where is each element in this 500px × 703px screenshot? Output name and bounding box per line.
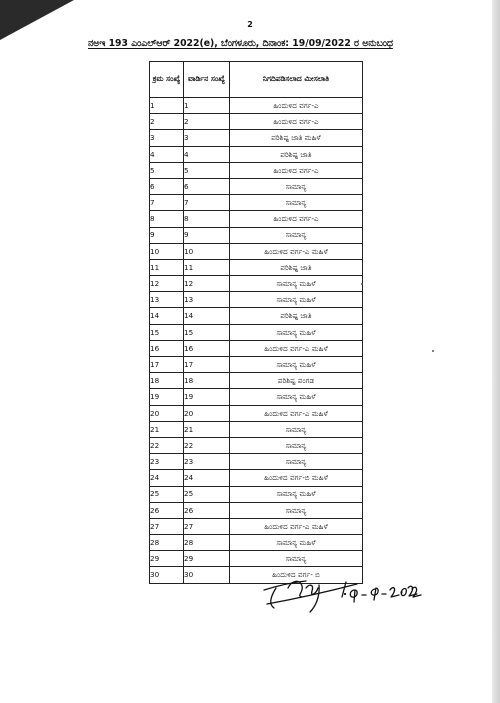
ward-number-cell: 12 xyxy=(184,276,230,292)
reservation-cell: ಹಿಂದುಳಿದ ವರ್ಗ-ಎ xyxy=(230,114,363,130)
document-header: ನಅಇ 193 ಎಂಎಲ್ಆರ್ 2022(e), ಬೆಂಗಳೂರು, ದಿನಾಂಕ: 19/09/2022 ರ ಅನುಬಂಧ xyxy=(88,38,393,49)
ward-number-cell: 7 xyxy=(184,195,230,211)
serial-number-cell: 16 xyxy=(150,340,184,356)
table-row xyxy=(150,178,363,194)
table-row xyxy=(150,98,363,114)
ward-number-cell: 21 xyxy=(184,421,230,437)
table-row xyxy=(150,518,363,534)
reservation-cell: ಹಿಂದುಳಿದ ವರ್ಗ- ಬಿ xyxy=(230,567,363,583)
table-row xyxy=(150,551,363,567)
reservation-table xyxy=(149,61,363,584)
serial-number-cell: 11 xyxy=(150,259,184,275)
reservation-cell: ಹಿಂದುಳಿದ ವರ್ಗ-ಎ xyxy=(230,211,363,227)
table-row xyxy=(150,373,363,389)
serial-number-cell: 10 xyxy=(150,243,184,259)
column-header-reservation: ನಿಗದಿಪಡಿಸಲಾದ ಮೀಸಲಾತಿ xyxy=(230,62,363,98)
serial-number-cell: 19 xyxy=(150,389,184,405)
table-row xyxy=(150,470,363,486)
table-row xyxy=(150,162,363,178)
ward-number-cell: 10 xyxy=(184,243,230,259)
reservation-cell: ಸಾಮಾನ್ಯ ಮಹಿಳೆ xyxy=(230,486,363,502)
serial-number-cell: 4 xyxy=(150,146,184,162)
reservation-cell: ಹಿಂದುಳಿದ ವರ್ಗ-ಎ ಮಹಿಳೆ xyxy=(230,243,363,259)
reservation-cell: ಹಿಂದುಳಿದ ವರ್ಗ-ಎ ಮಹಿಳೆ xyxy=(230,340,363,356)
serial-number-cell: 3 xyxy=(150,130,184,146)
column-header-ward: ವಾರ್ಡಿನ ಸಂಖ್ಯೆ xyxy=(184,62,230,98)
ward-number-cell: 8 xyxy=(184,211,230,227)
table-row xyxy=(150,437,363,453)
reservation-cell: ಹಿಂದುಳಿದ ವರ್ಗ-ಎ xyxy=(230,98,363,114)
ward-number-cell: 27 xyxy=(184,518,230,534)
ward-number-cell: 18 xyxy=(184,373,230,389)
table-header-row xyxy=(150,62,363,98)
serial-number-cell: 21 xyxy=(150,421,184,437)
serial-number-cell: 6 xyxy=(150,178,184,194)
reservation-cell: ಸಾಮಾನ್ಯ ಮಹಿಳೆ xyxy=(230,324,363,340)
reservation-cell: ಸಾಮಾನ್ಯ ಮಹಿಳೆ xyxy=(230,292,363,308)
ward-number-cell: 17 xyxy=(184,357,230,373)
ward-number-cell: 14 xyxy=(184,308,230,324)
scan-speck xyxy=(361,283,363,285)
ward-number-cell: 11 xyxy=(184,259,230,275)
ward-number-cell: 3 xyxy=(184,130,230,146)
table-row xyxy=(150,405,363,421)
ward-number-cell: 29 xyxy=(184,551,230,567)
serial-number-cell: 8 xyxy=(150,211,184,227)
reservation-cell: ಸಾಮಾನ್ಯ xyxy=(230,502,363,518)
reservation-cell: ಹಿಂದುಳಿದ ವರ್ಗ-ಬಿ ಮಹಿಳೆ xyxy=(230,470,363,486)
ward-number-cell: 24 xyxy=(184,470,230,486)
table-row xyxy=(150,243,363,259)
serial-number-cell: 12 xyxy=(150,276,184,292)
table-row xyxy=(150,276,363,292)
serial-number-cell: 13 xyxy=(150,292,184,308)
ward-number-cell: 28 xyxy=(184,535,230,551)
ward-number-cell: 1 xyxy=(184,98,230,114)
reservation-cell: ಸಾಮಾನ್ಯ xyxy=(230,195,363,211)
serial-number-cell: 17 xyxy=(150,357,184,373)
ward-number-cell: 13 xyxy=(184,292,230,308)
serial-number-cell: 9 xyxy=(150,227,184,243)
reservation-cell: ಸಾಮಾನ್ಯ ಮಹಿಳೆ xyxy=(230,357,363,373)
serial-number-cell: 23 xyxy=(150,454,184,470)
reservation-cell: ಸಾಮಾನ್ಯ xyxy=(230,227,363,243)
ward-number-cell: 4 xyxy=(184,146,230,162)
serial-number-cell: 30 xyxy=(150,567,184,583)
reservation-cell: ಪರಿಶಿಷ್ಟ ಜಾತಿ xyxy=(230,259,363,275)
table-row xyxy=(150,502,363,518)
table-row xyxy=(150,195,363,211)
table-row xyxy=(150,130,363,146)
serial-number-cell: 14 xyxy=(150,308,184,324)
scan-edge xyxy=(492,0,500,703)
table-row xyxy=(150,259,363,275)
ward-number-cell: 5 xyxy=(184,162,230,178)
reservation-cell: ಪರಿಶಿಷ್ಟ ಜಾತಿ ಮಹಿಳೆ xyxy=(230,130,363,146)
table-row xyxy=(150,211,363,227)
table-row xyxy=(150,146,363,162)
ward-number-cell: 30 xyxy=(184,567,230,583)
serial-number-cell: 15 xyxy=(150,324,184,340)
reservation-cell: ಸಾಮಾನ್ಯ xyxy=(230,551,363,567)
signature xyxy=(262,566,422,616)
page-number: 2 xyxy=(247,20,253,29)
reservation-cell: ಸಾಮಾನ್ಯ xyxy=(230,454,363,470)
serial-number-cell: 1 xyxy=(150,98,184,114)
table-row xyxy=(150,292,363,308)
table-row xyxy=(150,308,363,324)
reservation-cell: ಸಾಮಾನ್ಯ xyxy=(230,437,363,453)
ward-number-cell: 23 xyxy=(184,454,230,470)
serial-number-cell: 18 xyxy=(150,373,184,389)
table-row xyxy=(150,486,363,502)
reservation-cell: ಹಿಂದುಳಿದ ವರ್ಗ-ಎ ಮಹಿಳೆ xyxy=(230,405,363,421)
ward-number-cell: 2 xyxy=(184,114,230,130)
serial-number-cell: 28 xyxy=(150,535,184,551)
reservation-cell: ಸಾಮಾನ್ಯ xyxy=(230,178,363,194)
table-row xyxy=(150,421,363,437)
reservation-cell: ಪರಿಶಿಷ್ಟ ಪಂಗಡ xyxy=(230,373,363,389)
table-row xyxy=(150,535,363,551)
reservation-cell: ಹಿಂದುಳಿದ ವರ್ಗ-ಎ ಮಹಿಳೆ xyxy=(230,518,363,534)
serial-number-cell: 26 xyxy=(150,502,184,518)
ward-number-cell: 6 xyxy=(184,178,230,194)
ward-number-cell: 22 xyxy=(184,437,230,453)
serial-number-cell: 20 xyxy=(150,405,184,421)
serial-number-cell: 5 xyxy=(150,162,184,178)
ward-number-cell: 19 xyxy=(184,389,230,405)
ward-number-cell: 26 xyxy=(184,502,230,518)
reservation-cell: ಸಾಮಾನ್ಯ ಮಹಿಳೆ xyxy=(230,276,363,292)
serial-number-cell: 7 xyxy=(150,195,184,211)
reservation-cell: ಹಿಂದುಳಿದ ವರ್ಗ-ಎ xyxy=(230,162,363,178)
ward-number-cell: 20 xyxy=(184,405,230,421)
table-row xyxy=(150,227,363,243)
table-row xyxy=(150,357,363,373)
reservation-cell: ಪರಿಶಿಷ್ಟ ಜಾತಿ xyxy=(230,308,363,324)
column-header-serial: ಕ್ರಮ ಸಂಖ್ಯೆ xyxy=(150,62,184,98)
table-row xyxy=(150,340,363,356)
table-row xyxy=(150,324,363,340)
table-row xyxy=(150,114,363,130)
serial-number-cell: 2 xyxy=(150,114,184,130)
scan-speck xyxy=(432,350,434,352)
reservation-cell: ಸಾಮಾನ್ಯ xyxy=(230,421,363,437)
ward-number-cell: 9 xyxy=(184,227,230,243)
table-row xyxy=(150,389,363,405)
table-row xyxy=(150,454,363,470)
ward-number-cell: 15 xyxy=(184,324,230,340)
serial-number-cell: 24 xyxy=(150,470,184,486)
serial-number-cell: 27 xyxy=(150,518,184,534)
ward-number-cell: 16 xyxy=(184,340,230,356)
ward-number-cell: 25 xyxy=(184,486,230,502)
reservation-cell: ಪರಿಶಿಷ್ಟ ಜಾತಿ xyxy=(230,146,363,162)
serial-number-cell: 25 xyxy=(150,486,184,502)
reservation-cell: ಸಾಮಾನ್ಯ ಮಹಿಳೆ xyxy=(230,535,363,551)
reservation-cell: ಸಾಮಾನ್ಯ ಮಹಿಳೆ xyxy=(230,389,363,405)
serial-number-cell: 29 xyxy=(150,551,184,567)
serial-number-cell: 22 xyxy=(150,437,184,453)
